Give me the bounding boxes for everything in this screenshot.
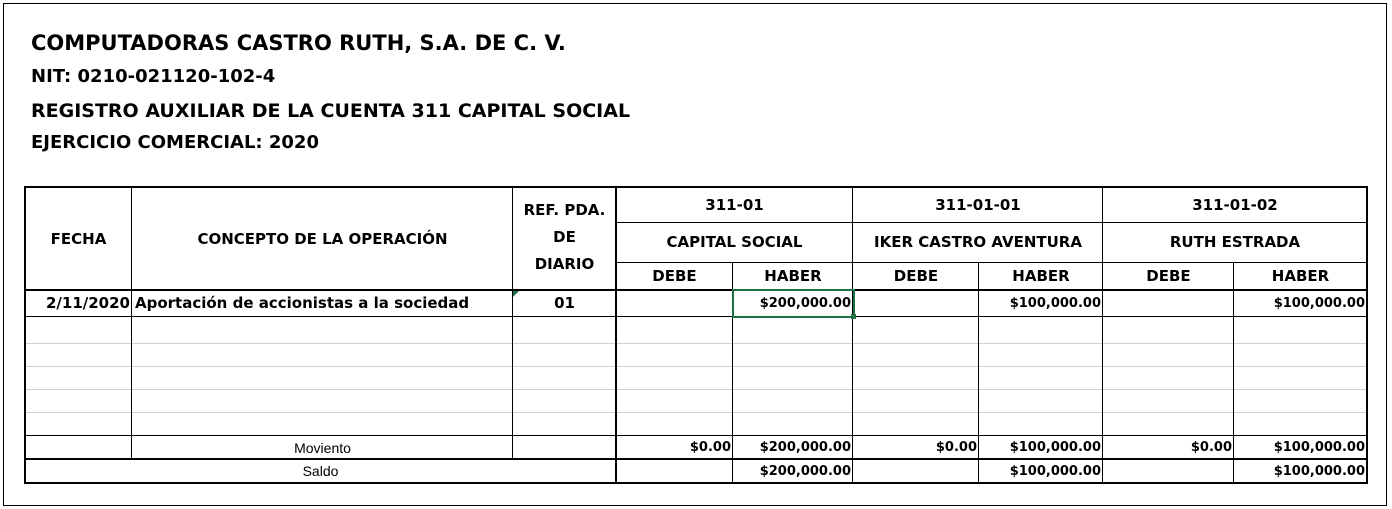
fiscal-year-line: EJERCICIO COMERCIAL: 2020 — [31, 132, 319, 153]
nit-line: NIT: 0210-021120-102-4 — [31, 66, 276, 87]
table-line — [1233, 262, 1234, 484]
row1-ref[interactable]: 01 — [554, 294, 575, 312]
row1-fecha[interactable]: 2/11/2020 — [45, 294, 130, 312]
row1-concepto[interactable]: Aportación de accionistas a la sociedad — [135, 294, 470, 312]
table-border-top — [25, 186, 1368, 188]
account-code-1: 311-01 — [705, 195, 764, 214]
table-line — [25, 458, 1368, 460]
row1-haber-3[interactable]: $100,000.00 — [1273, 295, 1365, 311]
table-border-right — [1366, 186, 1368, 484]
table-line — [25, 435, 1368, 436]
row1-haber-1[interactable]: $200,000.00 — [759, 295, 851, 311]
movimiento-debe-3[interactable]: $0.00 — [1190, 440, 1232, 455]
table-line — [978, 262, 979, 484]
cell-indicator-icon — [513, 291, 519, 297]
table-line — [616, 262, 1368, 263]
header-ref-line2: DE — [553, 228, 576, 246]
movimiento-debe-2[interactable]: $0.00 — [935, 440, 977, 455]
table-line — [615, 186, 617, 484]
movimiento-label: Moviento — [294, 439, 351, 456]
header-concepto: CONCEPTO DE LA OPERACIÓN — [197, 229, 448, 248]
saldo-haber-2[interactable]: $100,000.00 — [1009, 463, 1101, 479]
gridline — [26, 412, 1366, 413]
haber-header-2: HABER — [1012, 267, 1070, 285]
header-ref-line1: REF. PDA. — [523, 201, 606, 219]
table-line — [1102, 186, 1103, 484]
table-line — [131, 186, 132, 459]
register-title: REGISTRO AUXILIAR DE LA CUENTA 311 CAPITAL SOCIAL — [31, 100, 631, 122]
header-ref-line3: DIARIO — [534, 255, 595, 273]
header-fecha: FECHA — [50, 229, 107, 248]
fill-handle[interactable] — [851, 314, 856, 319]
row1-haber-2[interactable]: $100,000.00 — [1009, 295, 1101, 311]
table-border-left — [24, 186, 26, 484]
movimiento-debe-1[interactable]: $0.00 — [689, 440, 731, 455]
account-name-3: RUTH ESTRADA — [1169, 233, 1301, 251]
movimiento-haber-3[interactable]: $100,000.00 — [1273, 440, 1365, 455]
gridline — [26, 389, 1366, 390]
company-name: COMPUTADORAS CASTRO RUTH, S.A. DE C. V. — [31, 31, 566, 55]
movimiento-haber-2[interactable]: $100,000.00 — [1009, 440, 1101, 455]
debe-header-2: DEBE — [893, 267, 939, 285]
account-name-2: IKER CASTRO AVENTURA — [874, 233, 1082, 251]
saldo-label: Saldo — [302, 463, 339, 479]
cell-selection — [732, 289, 855, 318]
table-line — [616, 222, 1368, 223]
gridline — [26, 366, 1366, 367]
account-code-3: 311-01-02 — [1192, 195, 1278, 214]
haber-header-3: HABER — [1271, 267, 1330, 285]
movimiento-haber-1[interactable]: $200,000.00 — [759, 440, 851, 455]
debe-header-3: DEBE — [1146, 267, 1191, 285]
gridline — [26, 343, 1366, 344]
table-line — [25, 289, 1368, 291]
table-border-bottom — [25, 482, 1368, 484]
debe-header-1: DEBE — [652, 267, 697, 285]
account-code-2: 311-01-01 — [935, 195, 1021, 214]
table-line — [25, 316, 1368, 317]
saldo-haber-1[interactable]: $200,000.00 — [759, 463, 851, 479]
haber-header-1: HABER — [764, 267, 822, 285]
account-name-1: CAPITAL SOCIAL — [666, 233, 803, 251]
saldo-haber-3[interactable]: $100,000.00 — [1273, 463, 1365, 479]
table-line — [512, 186, 513, 459]
table-line — [852, 186, 853, 484]
